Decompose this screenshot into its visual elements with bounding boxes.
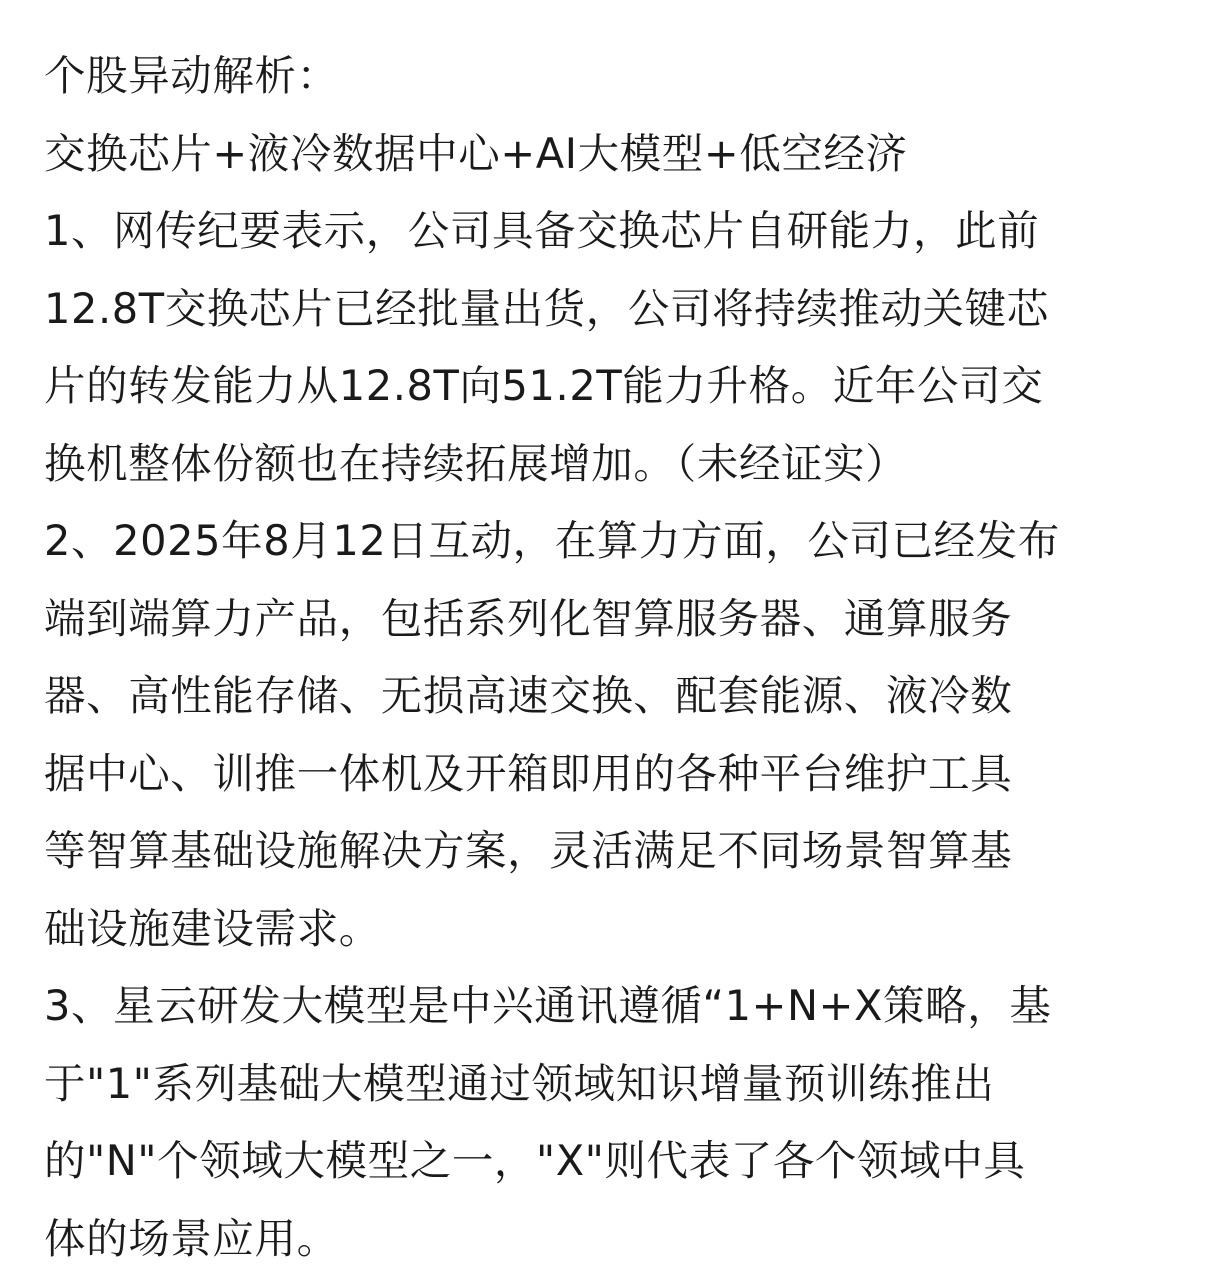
paragraph-1-line-4: 换机整体份额也在持续拓展增加。（未经证实） (44, 438, 908, 488)
paragraph-3-line-4: 体的场景应用。 (44, 1213, 339, 1263)
paragraph-1-line-1: 1、网传纪要表示，公司具备交换芯片自研能力，此前 (44, 206, 1040, 255)
paragraph-3-line-2: 于"1"系列基础大模型通过领域知识增量预训练推出 (44, 1058, 995, 1108)
paragraph-2-line-3: 器、高性能存储、无损高速交换、配套能源、液冷数 (44, 671, 1013, 720)
paragraph-1-line-3: 片的转发能力从12.8T向51.2T能力升格。近年公司交 (44, 361, 1044, 410)
paragraph-2-line-6: 础设施建设需求。 (44, 903, 381, 953)
paragraph-3-line-1: 3、星云研发大模型是中兴通讯遵循“1+N+X策略，基 (44, 981, 1052, 1030)
article-heading: 个股异动解析： (44, 51, 339, 100)
article-subheading: 交换芯片+液冷数据中心+AI大模型+低空经济 (44, 128, 908, 178)
paragraph-2-line-5: 等智算基础设施解决方案，灵活满足不同场景智算基 (44, 826, 1013, 875)
paragraph-3-line-3: 的"N"个领域大模型之一，"X"则代表了各个领域中具 (44, 1136, 1026, 1185)
article-text (44, 37, 1184, 1277)
paragraph-2-line-4: 据中心、训推一体机及开箱即用的各种平台维护工具 (44, 748, 1013, 798)
paragraph-1-line-2: 12.8T交换芯片已经批量出货，公司将持续推动关键芯 (44, 283, 1049, 333)
paragraph-2-line-1: 2、2025年8月12日互动，在算力方面，公司已经发布 (44, 516, 1060, 565)
paragraph-2-line-2: 端到端算力产品，包括系列化智算服务器、通算服务 (44, 593, 1013, 643)
